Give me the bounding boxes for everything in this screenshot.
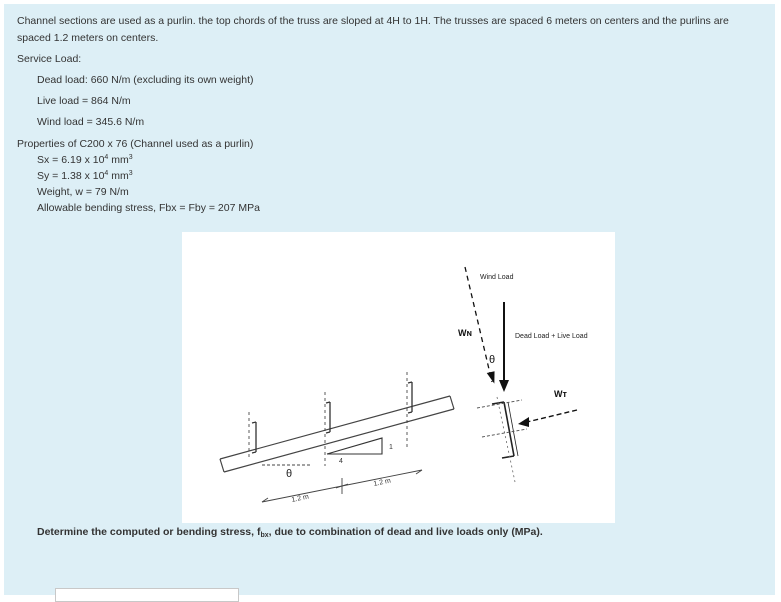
top-chord (220, 396, 454, 472)
slope-rise-label: 1 (389, 444, 393, 451)
purlins (249, 372, 412, 466)
slope-angle-label: θ (286, 468, 293, 480)
purlin-diagram-svg (182, 232, 615, 523)
question-panel (4, 4, 775, 595)
spacing-label-1: 1.2 m (290, 493, 310, 504)
property-weight: Weight, w = 79 N/m (37, 186, 129, 198)
property-sx: Sx = 6.19 x $10^4$ $mm^3$ (37, 154, 133, 166)
channel-section (492, 402, 518, 458)
property-allowable-stress: Allowable bending stress, Fbx = Fby = 207 MPa (37, 202, 260, 214)
theta-label: θ (489, 354, 496, 366)
dead-live-load-label: Dead Load + Live Load (515, 333, 588, 340)
wn-label: Wɴ (458, 328, 473, 338)
slope-run-label: 4 (339, 458, 343, 465)
service-load-heading: Service Load: (17, 53, 82, 65)
wt-label: Wᴛ (554, 389, 567, 399)
question-text: Determine the computed or bending stress, $f_{bx}$, due to combination of dead and live loads only (MPa). (37, 526, 543, 539)
properties-heading: Properties of C200 x 76 (Channel used as a purlin) (17, 138, 254, 150)
slope-triangle (327, 438, 382, 454)
load-diagram (458, 267, 588, 482)
spacing-label-2: 1.2 m (372, 477, 392, 488)
dead-load: Dead load: 660 N/m (excluding its own weight) (37, 74, 254, 86)
wind-load-label: Wind Load (480, 274, 514, 281)
purlin-3 (407, 372, 412, 447)
answer-input[interactable] (55, 588, 239, 602)
property-sy: Sy = 1.38 x $10^4$ $mm^3$ (37, 170, 133, 182)
live-load: Live load = 864 N/m (37, 95, 131, 107)
problem-intro: Channel sections are used as a purlin. the top chords of the truss are sloped at 4H to 1H. The trusses are spaced 6 meters on centers and the purlins are spaced 1.2 meters on centers. (17, 15, 729, 44)
purlin-diagram (182, 232, 615, 523)
wind-load: Wind load = 345.6 N/m (37, 116, 145, 128)
